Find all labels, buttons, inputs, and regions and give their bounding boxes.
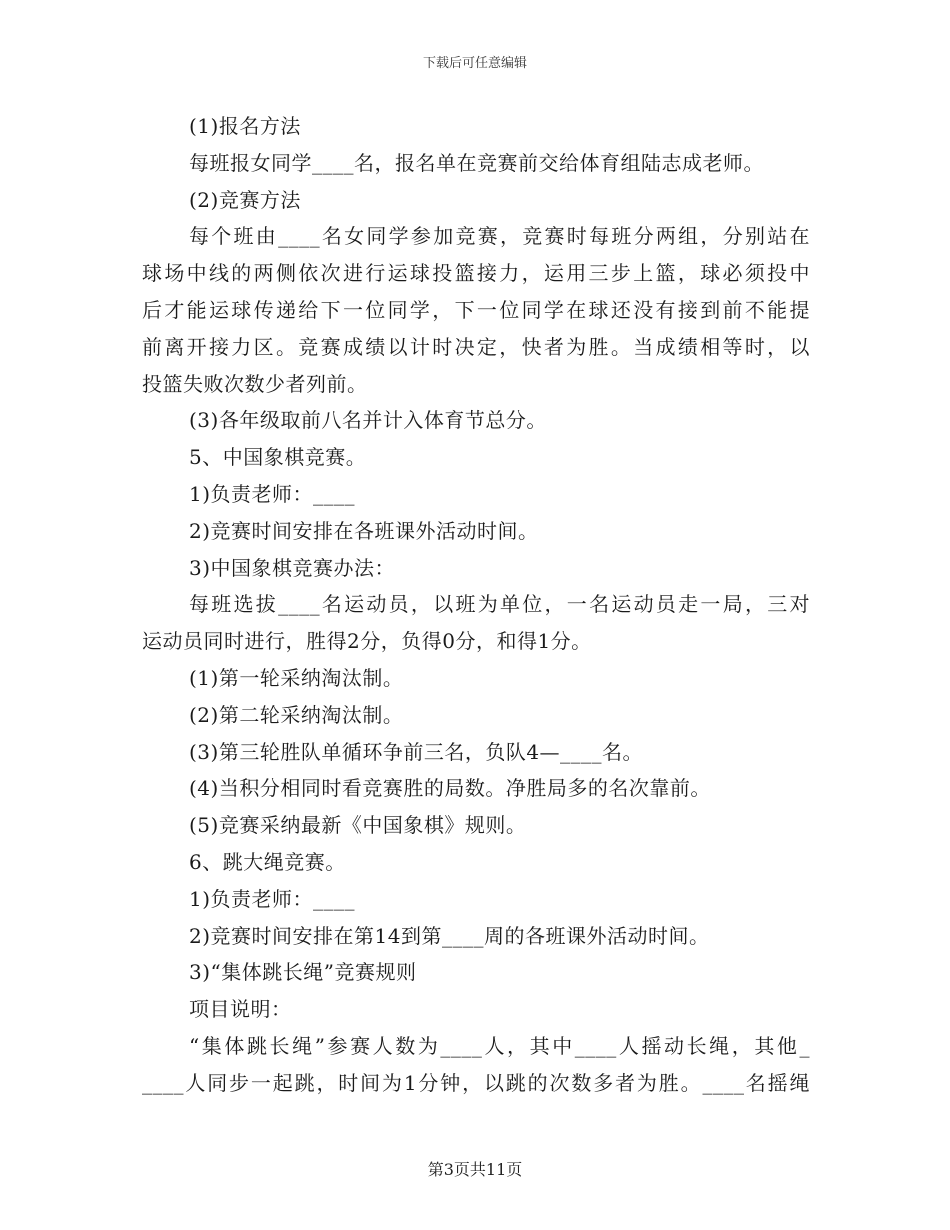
text-line: (3)各年级取前八名并计入体育节总分。 [189, 408, 547, 433]
page-header: 下载后可任意编辑 [422, 56, 527, 71]
text-line: 1)负责老师：____ [189, 886, 356, 911]
text-line: 2)竞赛时间安排在各班课外活动时间。 [189, 518, 539, 543]
text-line: 后才能运球传递给下一位同学，下一位同学在球还没有接到前不能提 [142, 297, 810, 322]
text-line: 每班报女同学____名，报名单在竞赛前交给体育组陆志成老师。 [189, 150, 764, 175]
text-line: 6、跳大绳竞赛。 [189, 849, 346, 874]
text-line: 3)中国象棋竞赛办法： [189, 555, 396, 580]
page-footer: 第3页共11页 [427, 1160, 523, 1179]
text-line: (2)第二轮采纳淘汰制。 [189, 702, 404, 727]
text-line: 5、中国象棋竞赛。 [189, 445, 367, 470]
text-line: 前离开接力区。竞赛成绩以计时决定，快者为胜。当成绩相等时，以 [142, 334, 810, 359]
text-line: 球场中线的两侧依次进行运球投篮接力，运用三步上篮，球必须投中 [142, 261, 810, 286]
text-line: 项目说明： [189, 997, 292, 1022]
text-line: 运动员同时进行，胜得2分，负得0分，和得1分。 [142, 629, 592, 654]
text-line: 每班选拔____名运动员，以班为单位，一名运动员走一局，三对 [189, 592, 810, 617]
document-body [142, 108, 810, 1102]
text-line: (1)报名方法 [189, 114, 301, 138]
text-line: 1)负责老师：____ [189, 481, 356, 506]
text-line: (4)当积分相同时看竞赛胜的局数。净胜局多的名次靠前。 [189, 776, 711, 801]
text-line: 2)竞赛时间安排在第14到第____周的各班课外活动时间。 [189, 923, 710, 948]
text-line: “集体跳长绳”参赛人数为____人，其中____人摇动长绳，其他_ [189, 1033, 810, 1058]
text-line: (5)竞赛采纳最新《中国象棋》规则。 [189, 813, 527, 838]
text-line: (1)第一轮采纳淘汰制。 [189, 665, 404, 690]
text-line: (3)第三轮胜队单循环争前三名，负队4—____名。 [189, 739, 644, 764]
text-line: 投篮失败次数少者列前。 [142, 371, 368, 396]
text-line: 每个班由____名女同学参加竞赛，竞赛时每班分两组，分别站在 [189, 224, 810, 249]
text-line: ____人同步一起跳，时间为1分钟，以跳的次数多者为胜。____名摇绳 [142, 1070, 810, 1095]
text-line: 3)“集体跳长绳”竞赛规则 [189, 960, 417, 985]
text-line: (2)竞赛方法 [189, 187, 301, 212]
